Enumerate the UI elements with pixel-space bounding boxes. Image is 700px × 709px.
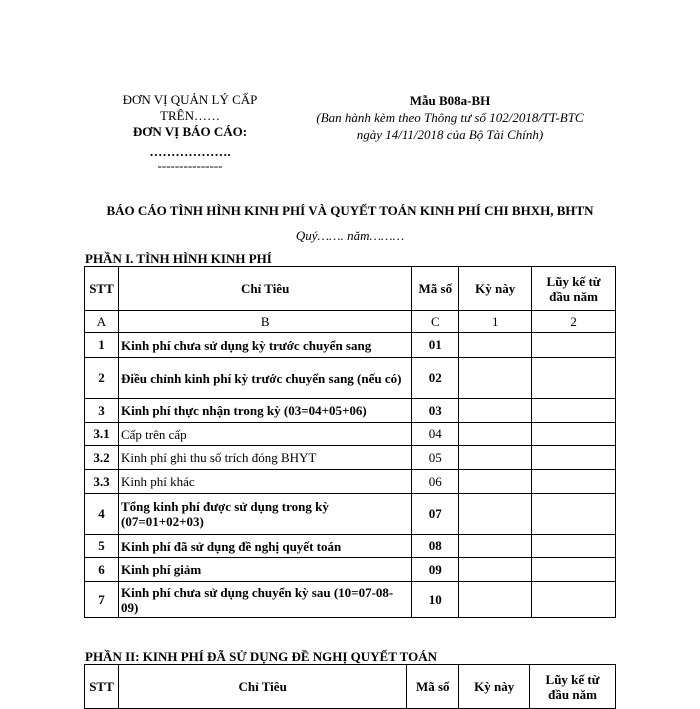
report-title: BÁO CÁO TÌNH HÌNH KINH PHÍ VÀ QUYẾT TOÁN KINH PHÍ CHI BHXH, BHTN — [106, 203, 594, 218]
header-divider: --------------- — [157, 158, 223, 173]
row-label: Kinh phí chưa sử dụng kỳ trước chuyển sang — [118, 333, 411, 358]
table-row — [85, 333, 616, 358]
col-ytd-line1: Lũy kế từ — [545, 671, 600, 687]
row-ytd-cell — [532, 333, 616, 358]
row-this-period-cell — [459, 333, 532, 358]
table-row — [85, 535, 616, 558]
row-ytd-cell — [532, 494, 616, 535]
table-row — [85, 399, 616, 423]
row-label: Kinh phí ghi thu số trích đóng BHYT — [118, 446, 411, 470]
reporting-unit-value: ………………. — [149, 144, 231, 159]
row-stt: 7 — [85, 582, 119, 618]
row-this-period-cell — [459, 558, 532, 582]
reporting-unit-label: ĐƠN VỊ BÁO CÁO: — [132, 124, 248, 139]
row-label: Cấp trên cấp — [118, 423, 411, 446]
table-row — [85, 470, 616, 494]
row-this-period-cell — [459, 446, 532, 470]
col-this-period: Kỳ này — [459, 665, 530, 709]
table-header-row — [85, 267, 616, 311]
table-row — [85, 494, 616, 535]
row-this-period-cell — [459, 494, 532, 535]
table-row — [85, 582, 616, 618]
table-row — [85, 446, 616, 470]
superior-unit-label: ĐƠN VỊ QUẢN LÝ CẤP — [122, 92, 258, 107]
row-code: 01 — [412, 333, 459, 358]
row-ytd-cell — [532, 446, 616, 470]
row-code: 05 — [412, 446, 459, 470]
form-note-line2: ngày 14/11/2018 của Bộ Tài Chính) — [356, 127, 544, 142]
row-label: Kinh phí đã sử dụng đề nghị quyết toán — [118, 535, 411, 558]
table-row — [85, 558, 616, 582]
row-stt: 1 — [85, 333, 119, 358]
col-stt: STT — [85, 267, 119, 311]
row-ytd-cell — [532, 535, 616, 558]
col-stt: STT — [85, 665, 119, 709]
col-this-period: Kỳ này — [459, 267, 532, 311]
row-this-period-cell — [459, 470, 532, 494]
row-this-period-cell — [459, 535, 532, 558]
letter-a: A — [85, 311, 119, 333]
row-ytd-cell — [532, 470, 616, 494]
letter-b: B — [118, 311, 411, 333]
row-ytd-cell — [532, 582, 616, 618]
row-stt: 4 — [85, 494, 119, 535]
row-code: 02 — [412, 358, 459, 399]
reporting-unit-block — [90, 92, 290, 174]
row-code: 04 — [412, 423, 459, 446]
part1-table — [84, 266, 616, 618]
table-row — [85, 358, 616, 399]
row-stt: 3 — [85, 399, 119, 423]
col-ytd-line2: đầu năm — [548, 686, 597, 702]
row-label: Kinh phí chưa sử dụng chuyển kỳ sau (10=07-08-09) — [118, 582, 411, 618]
row-ytd-cell — [532, 558, 616, 582]
report-period: Quý……. năm……… — [295, 228, 405, 243]
superior-unit-value: TRÊN…… — [160, 108, 220, 123]
part1-heading: PHẦN I. TÌNH HÌNH KINH PHÍ — [85, 251, 272, 266]
row-code: 09 — [412, 558, 459, 582]
row-label: Tổng kinh phí được sử dụng trong kỳ (07=01+02+03) — [118, 494, 411, 535]
row-this-period-cell — [459, 582, 532, 618]
row-label: Kinh phí thực nhận trong kỳ (03=04+05+06) — [118, 399, 411, 423]
column-letter-row — [85, 311, 616, 333]
row-this-period-cell — [459, 423, 532, 446]
table-header-row — [85, 665, 616, 709]
col-code: Mã số — [407, 665, 459, 709]
row-label: Kinh phí giảm — [118, 558, 411, 582]
row-stt: 3.3 — [85, 470, 119, 494]
form-info-block — [280, 92, 620, 143]
row-stt: 5 — [85, 535, 119, 558]
letter-2: 2 — [532, 311, 616, 333]
part2-heading: PHẦN II: KINH PHÍ ĐÃ SỬ DỤNG ĐỀ NGHỊ QUYẾT TOÁN — [85, 649, 438, 664]
row-code: 06 — [412, 470, 459, 494]
part2-table — [84, 664, 616, 709]
row-code: 03 — [412, 399, 459, 423]
col-ytd-line2: đầu năm — [549, 288, 598, 304]
col-indicator: Chỉ Tiêu — [118, 267, 411, 311]
row-code: 10 — [412, 582, 459, 618]
col-ytd — [532, 267, 616, 311]
row-stt: 3.1 — [85, 423, 119, 446]
row-label: Điều chỉnh kinh phí kỳ trước chuyển sang (nếu có) — [118, 358, 411, 399]
row-code: 08 — [412, 535, 459, 558]
col-indicator: Chỉ Tiêu — [118, 665, 406, 709]
col-ytd — [530, 665, 616, 709]
row-stt: 3.2 — [85, 446, 119, 470]
letter-c: C — [412, 311, 459, 333]
table-row — [85, 423, 616, 446]
row-ytd-cell — [532, 358, 616, 399]
row-stt: 6 — [85, 558, 119, 582]
row-ytd-cell — [532, 423, 616, 446]
row-ytd-cell — [532, 399, 616, 423]
row-this-period-cell — [459, 399, 532, 423]
form-code: Mẫu B08a-BH — [409, 93, 491, 108]
row-this-period-cell — [459, 358, 532, 399]
col-ytd-line1: Lũy kế từ — [546, 273, 601, 289]
row-stt: 2 — [85, 358, 119, 399]
row-label: Kinh phí khác — [118, 470, 411, 494]
row-code: 07 — [412, 494, 459, 535]
col-code: Mã số — [412, 267, 459, 311]
letter-1: 1 — [459, 311, 532, 333]
form-note-line1: (Ban hành kèm theo Thông tư số 102/2018/TT-BTC — [316, 110, 584, 125]
